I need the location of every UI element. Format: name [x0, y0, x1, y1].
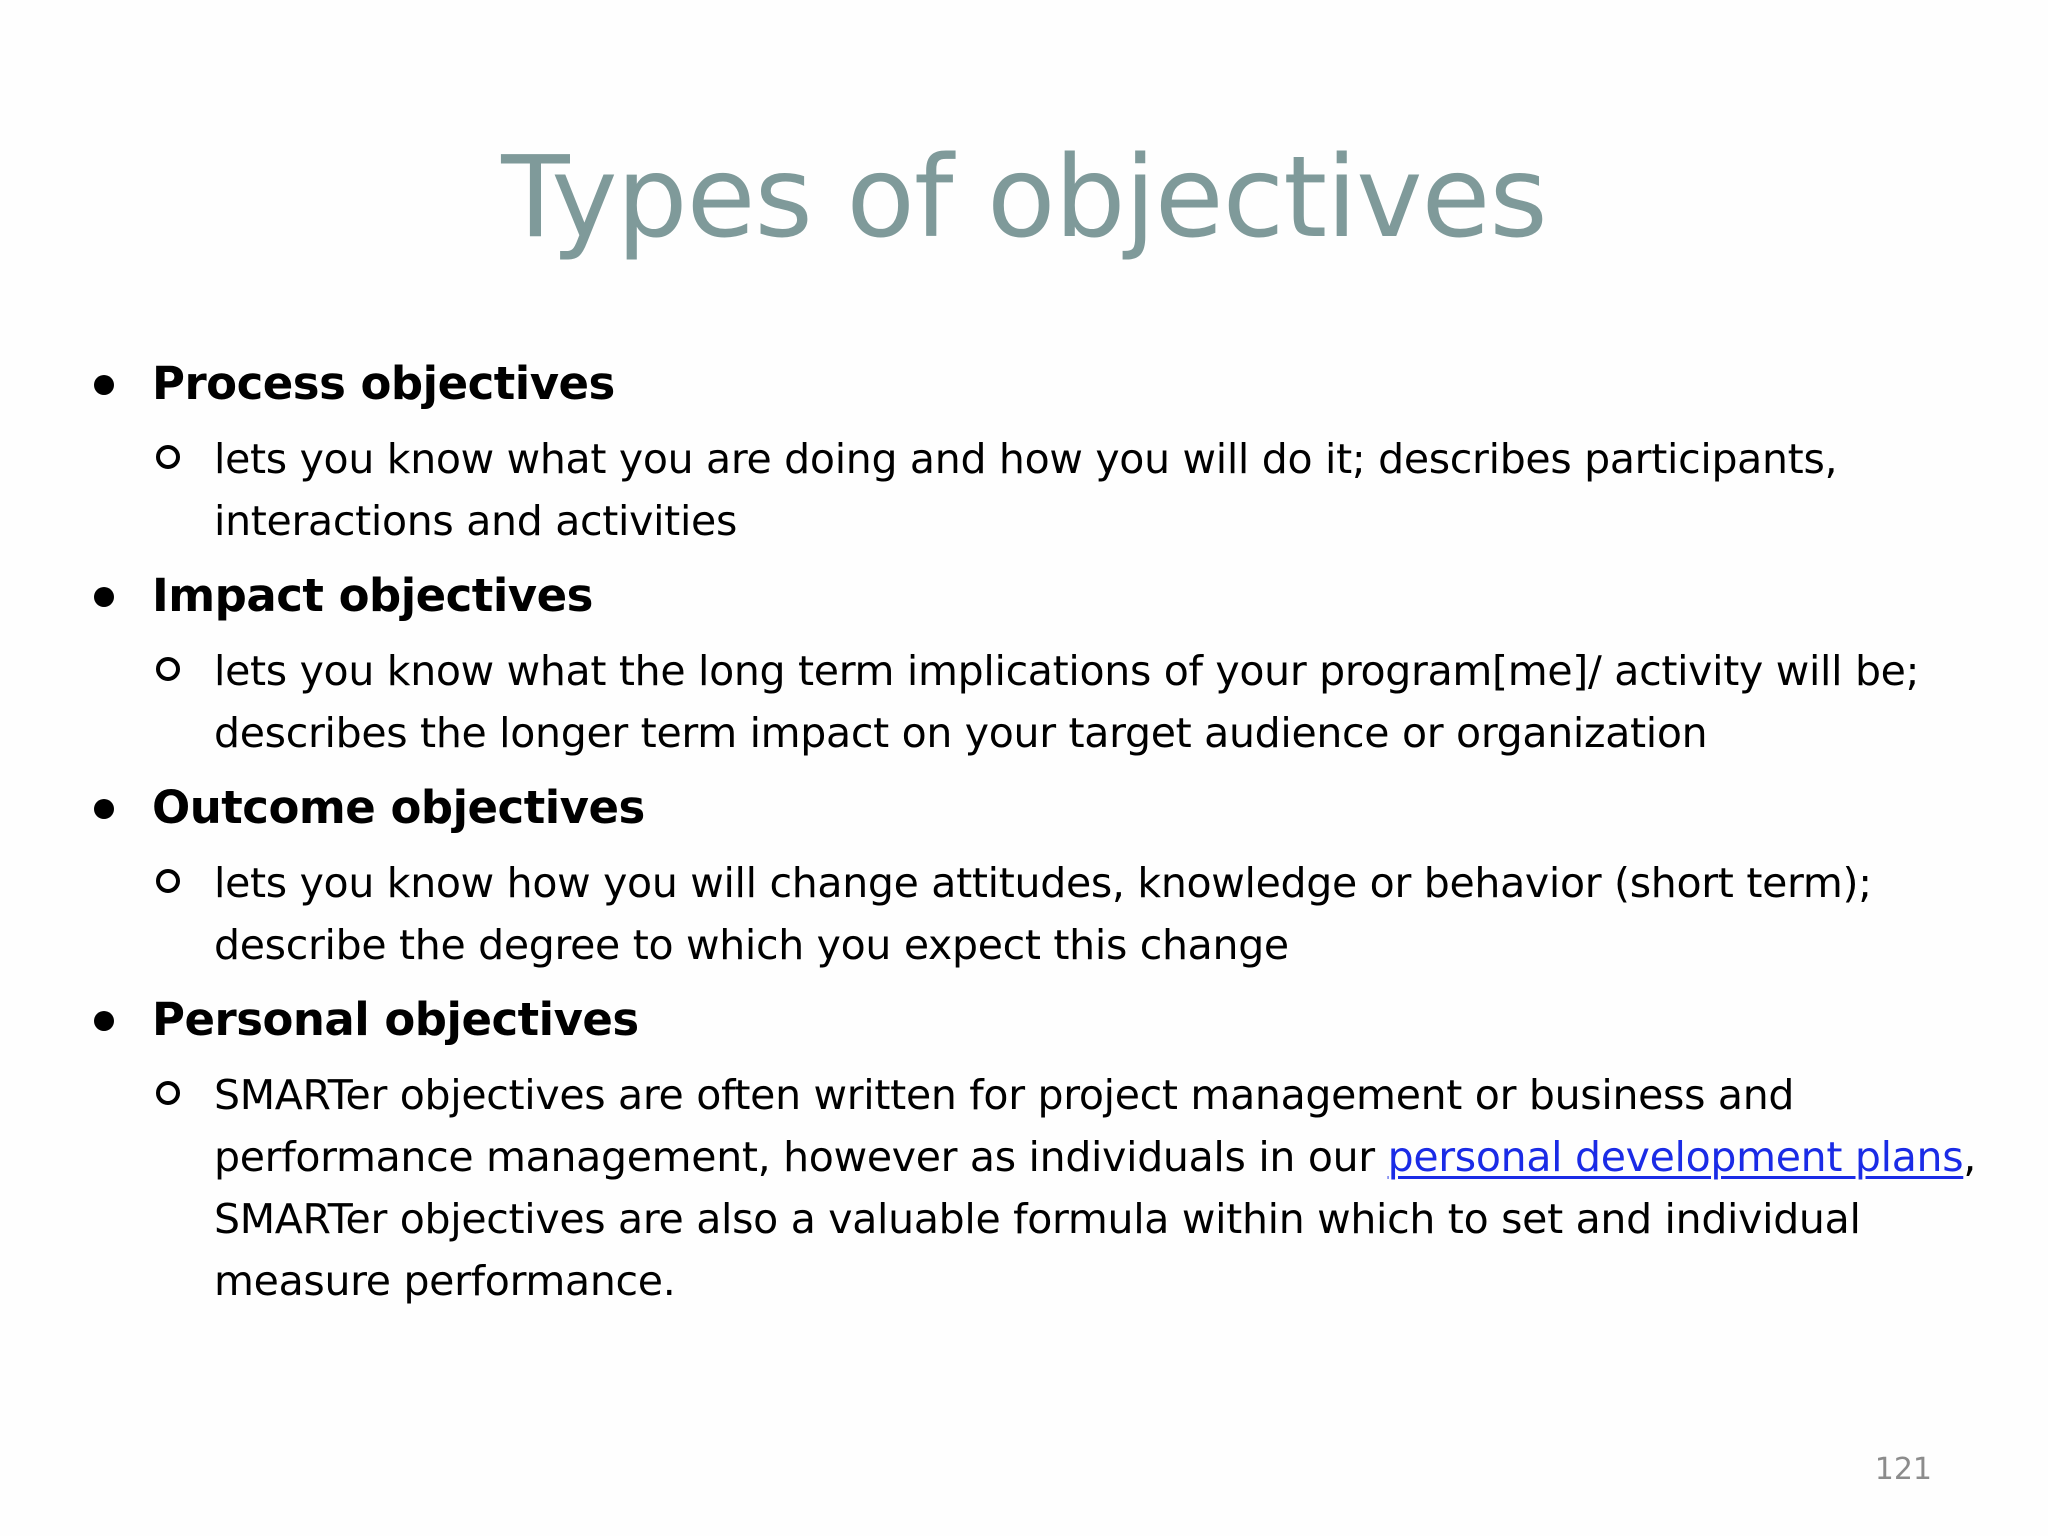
sub-bullet-text: lets you know how you will change attitudes, knowledge or behavior (short term); describe the degree to which you expect this change: [214, 859, 1872, 969]
sub-bullet-text-after: , SMARTer objectives are also a valuable formula within which to set and individual measure performance.: [214, 1133, 1976, 1305]
hollow-bullet-icon: [156, 1081, 180, 1105]
list-item: [90, 352, 1970, 552]
filled-bullet-icon: [94, 375, 114, 395]
sub-bullet: [90, 1064, 2024, 1312]
filled-bullet-icon: [94, 799, 114, 819]
list-item: [90, 564, 1970, 764]
heading-text: Outcome objectives: [152, 781, 645, 834]
sub-bullet-text: lets you know what the long term implications of your program[me]/ activity will be; describes the longer term impact on your target audience or organization: [214, 647, 1920, 757]
page-number: 121: [1874, 1452, 1932, 1487]
slide-title: Types of objectives: [501, 133, 1547, 263]
sub-bullet: [90, 852, 2024, 976]
sub-bullet-text: lets you know what you are doing and how you will do it; describes participants, interactions and activities: [214, 435, 1838, 545]
bullet-heading: [90, 988, 1970, 1052]
filled-bullet-icon: [94, 587, 114, 607]
sub-bullet-text-before: SMARTer objectives are often written for project management or business and performance management, however as individuals in our: [214, 1071, 1795, 1181]
personal-development-plans-link[interactable]: personal development plans: [1387, 1133, 1964, 1181]
bullet-heading: [90, 776, 1970, 840]
hollow-bullet-icon: [156, 657, 180, 681]
list-item: [90, 776, 1970, 976]
bullet-heading: [90, 564, 1970, 628]
bullet-list: [90, 352, 1976, 1324]
filled-bullet-icon: [94, 1011, 114, 1031]
heading-text: Process objectives: [152, 357, 615, 410]
sub-bullet: [90, 640, 2024, 764]
bullet-heading: [90, 352, 1970, 416]
sub-bullet: [90, 428, 2024, 552]
hollow-bullet-icon: [156, 869, 180, 893]
hollow-bullet-icon: [156, 445, 180, 469]
list-item: [90, 988, 1976, 1312]
heading-text: Personal objectives: [152, 993, 639, 1046]
heading-text: Impact objectives: [152, 569, 593, 622]
